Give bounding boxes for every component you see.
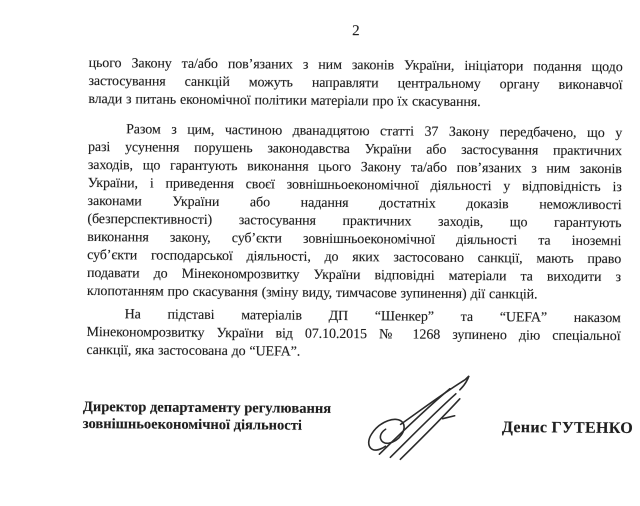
text-line: подавати до Мінекономрозвитку України відповідні матеріали та виходити з [86,265,622,286]
page-body [86,20,623,364]
text-line: Разом з цим, частиною дванадцятою статті 37 Закону передбачено, що у [126,122,623,142]
text-line: заходів, що гарантують виконання цього Закону та/або пов’язаних з ним законів [87,157,622,178]
paragraph-order-1268 [86,306,620,364]
text-line: На підставі матеріалів ДП “Шенкер” та “UEFA” наказом [124,307,621,327]
signatory-name: Денис ГУТЕНКО [501,419,634,438]
text-line: санкції, яка застосована до “UEFA”. [86,342,301,360]
text-line: виконання закону, суб’єкти зовнішньоекономічної діяльності та іноземні [87,229,622,250]
paragraph-continuation [88,55,622,113]
signatory-title [83,399,383,434]
text-line: клопотанням про скасування (зміну виду, тимчасове зупинення) дії санкцій. [86,283,538,303]
page-number: 2 [352,23,360,40]
paragraph-article-37 [87,121,622,305]
text-line: суб’єкти господарської діяльності, до яких застосовано санкції, мають право [87,247,622,268]
text-line: Директор департаменту регулювання [82,399,332,417]
handwritten-signature-icon [355,374,480,471]
text-line: застосування санкцій можуть направляти центральному органу виконавчої [88,73,623,94]
text-line: Мінекономрозвитку України від 07.10.2015 № 1268 зупинено дію спеціальної [86,324,621,345]
text-line: влади з питань економічної політики матеріали про їх скасування. [88,91,481,111]
text-line: (безперспективності) застосування практичних заходів, що гарантують [87,211,622,232]
text-line: зовнішньоекономічної діяльності [82,415,302,434]
text-line: цього Закону та/або пов’язаних з ним законів України, ініціатори подання щодо [88,55,623,76]
text-line: законами України або надання достатніх доказів неможливості [87,193,622,214]
text-line: України, і приведення своєї зовнішньоекономічної діяльності у відповідність із [87,175,622,196]
text-line: разі усунення порушень законодавства України або застосування практичних [87,139,623,160]
